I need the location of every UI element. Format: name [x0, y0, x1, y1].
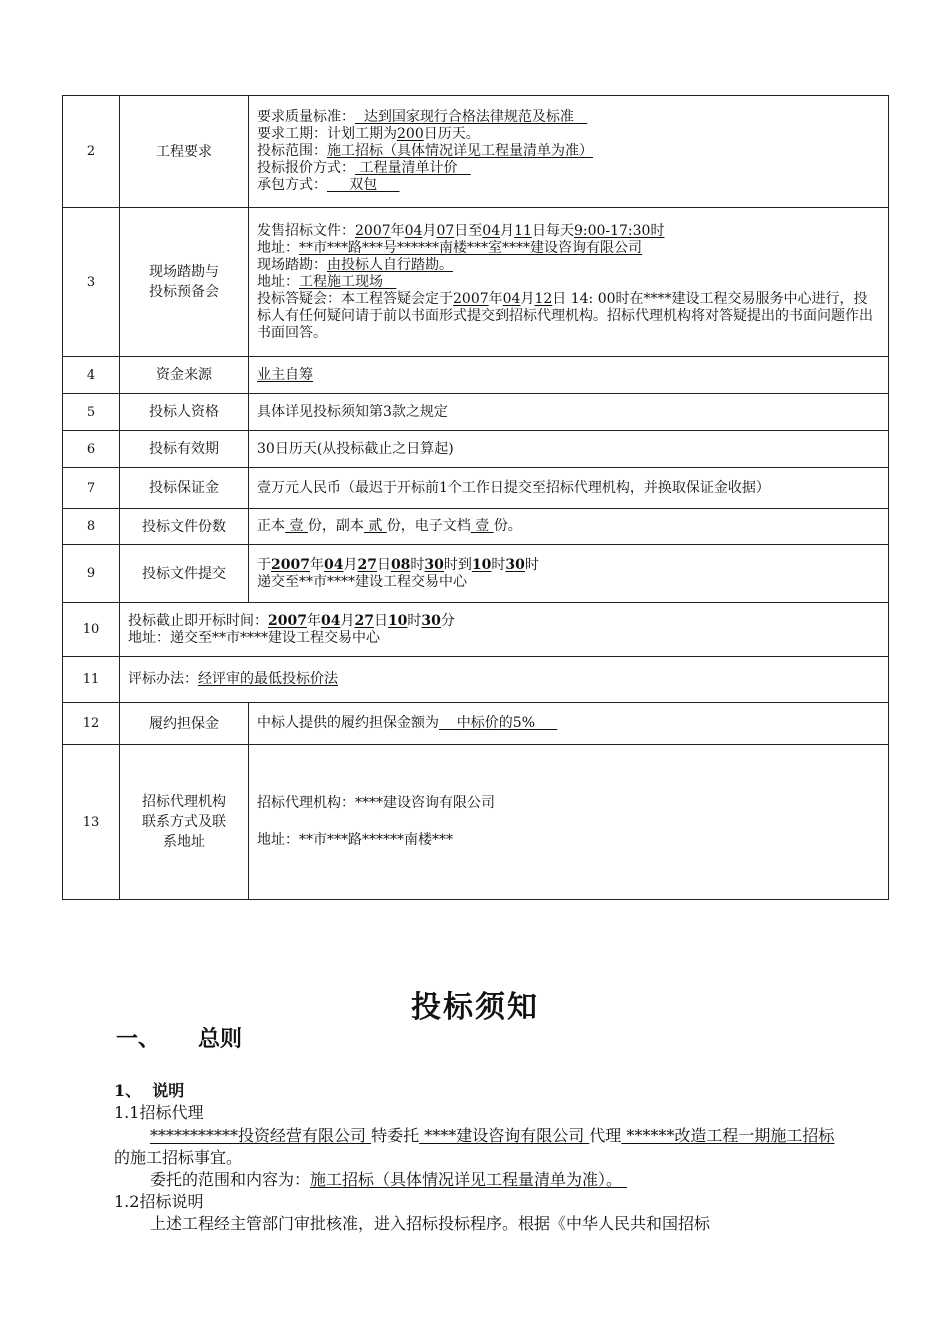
- row-name: 履约担保金: [120, 703, 249, 745]
- row-content: 于2007年04月27日08时30时到10时30时 递交至**市****建设工程交易中心: [249, 545, 889, 603]
- section-heading: 一、 总则: [116, 1026, 243, 1052]
- row-name: 投标有效期: [120, 431, 249, 468]
- row-number: 9: [63, 545, 120, 603]
- table-row: [63, 657, 889, 703]
- row-number: 6: [63, 431, 120, 468]
- duration-value: 200: [397, 126, 424, 142]
- contract-label: 承包方式：: [257, 177, 327, 193]
- row-content: 发售招标文件：2007年04月07日至04月11日每天9:00-17:30时 地址：**市***路***号******南楼***室****建设咨询有限公司 现场踏勘：由投标人自行踏勘。 地址：工程施工现场 投标答疑会：本工程答疑会定于2007年04月12日 14: 00时在****建设工程交易服务中心进行，投标人有任何疑问请于前以书面形式提交到招标代理机构。招标代理机构将对答疑提出的书面问题作出书面回答。: [249, 208, 889, 357]
- quality-label: 要求质量标准：: [257, 109, 355, 125]
- row-content: 投标截止即开标时间：2007年04月27日10时30分 地址：递交至**市****建设工程交易中心: [120, 603, 889, 657]
- row-name: 工程要求: [120, 96, 249, 208]
- row-content: 中标人提供的履约担保金额为 中标价的5%: [249, 703, 889, 745]
- table-row: [63, 468, 889, 509]
- row-content: 30日历天(从投标截止之日算起): [249, 431, 889, 468]
- table-row: [63, 394, 889, 431]
- row-content: 评标办法：经评审的最低投标价法: [120, 657, 889, 703]
- paragraph: 委托的范围和内容为：施工招标（具体情况详见工程量清单为准）。: [150, 1170, 628, 1189]
- row-name: 现场踏勘与 投标预备会: [120, 208, 249, 357]
- row-number: 11: [63, 657, 120, 703]
- table-row: [63, 545, 889, 603]
- clause-heading: 1.1招标代理: [114, 1103, 204, 1122]
- scope-label: 投标范围：: [257, 143, 327, 159]
- row-number: 10: [63, 603, 120, 657]
- row-content: 正本 壹 份，副本 贰 份，电子文档 壹 份。: [249, 509, 889, 545]
- row-number: 13: [63, 745, 120, 900]
- row-number: 2: [63, 96, 120, 208]
- contract-value: 双包: [327, 177, 400, 193]
- row-number: 12: [63, 703, 120, 745]
- row-number: 5: [63, 394, 120, 431]
- table-row: [63, 603, 889, 657]
- row-content: 业主自筹: [249, 357, 889, 394]
- row-content: [249, 96, 889, 208]
- paragraph: 上述工程经主管部门审批核准，进入招标投标程序。根据《中华人民共和国招标: [150, 1214, 711, 1233]
- row-number: 8: [63, 509, 120, 545]
- table-row: [63, 208, 889, 357]
- row-name: 投标保证金: [120, 468, 249, 509]
- table-row: [63, 96, 889, 208]
- pricing-value: 工程量清单计价: [355, 160, 471, 176]
- page-title: 投标须知: [411, 990, 539, 1025]
- table-row: [63, 431, 889, 468]
- duration-label: 要求工期：计划工期为: [257, 126, 397, 142]
- pricing-label: 投标报价方式：: [257, 160, 355, 176]
- row-number: 3: [63, 208, 120, 357]
- quality-value: 达到国家现行合格法律规范及标准: [355, 109, 588, 125]
- row-name: 资金来源: [120, 357, 249, 394]
- table-row: [63, 703, 889, 745]
- row-name: 招标代理机构 联系方式及联 系地址: [120, 745, 249, 900]
- row-name: 投标文件提交: [120, 545, 249, 603]
- bid-info-table: [62, 95, 889, 900]
- row-number: 7: [63, 468, 120, 509]
- table-row: [63, 745, 889, 900]
- clause-heading: 1.2招标说明: [114, 1192, 204, 1211]
- scope-value: 施工招标（具体情况详见工程量清单为准）: [327, 143, 593, 159]
- duration-unit: 日历天。: [423, 126, 480, 142]
- paragraph: ***********投资经营有限公司 特委托 ****建设咨询有限公司 代理 ******改造工程一期施工招标 的施工招标事宜。: [114, 1126, 835, 1167]
- table-row: [63, 509, 889, 545]
- row-number: 4: [63, 357, 120, 394]
- row-content: 具体详见投标须知第3款之规定: [249, 394, 889, 431]
- subsection-heading: 1、 说明: [114, 1081, 185, 1100]
- table-row: [63, 357, 889, 394]
- row-name: 投标文件份数: [120, 509, 249, 545]
- row-name: 投标人资格: [120, 394, 249, 431]
- row-content: 招标代理机构：****建设咨询有限公司 地址：**市***路******南楼***: [249, 745, 889, 900]
- row-content: 壹万元人民币（最迟于开标前1个工作日提交至招标代理机构，并换取保证金收据）: [249, 468, 889, 509]
